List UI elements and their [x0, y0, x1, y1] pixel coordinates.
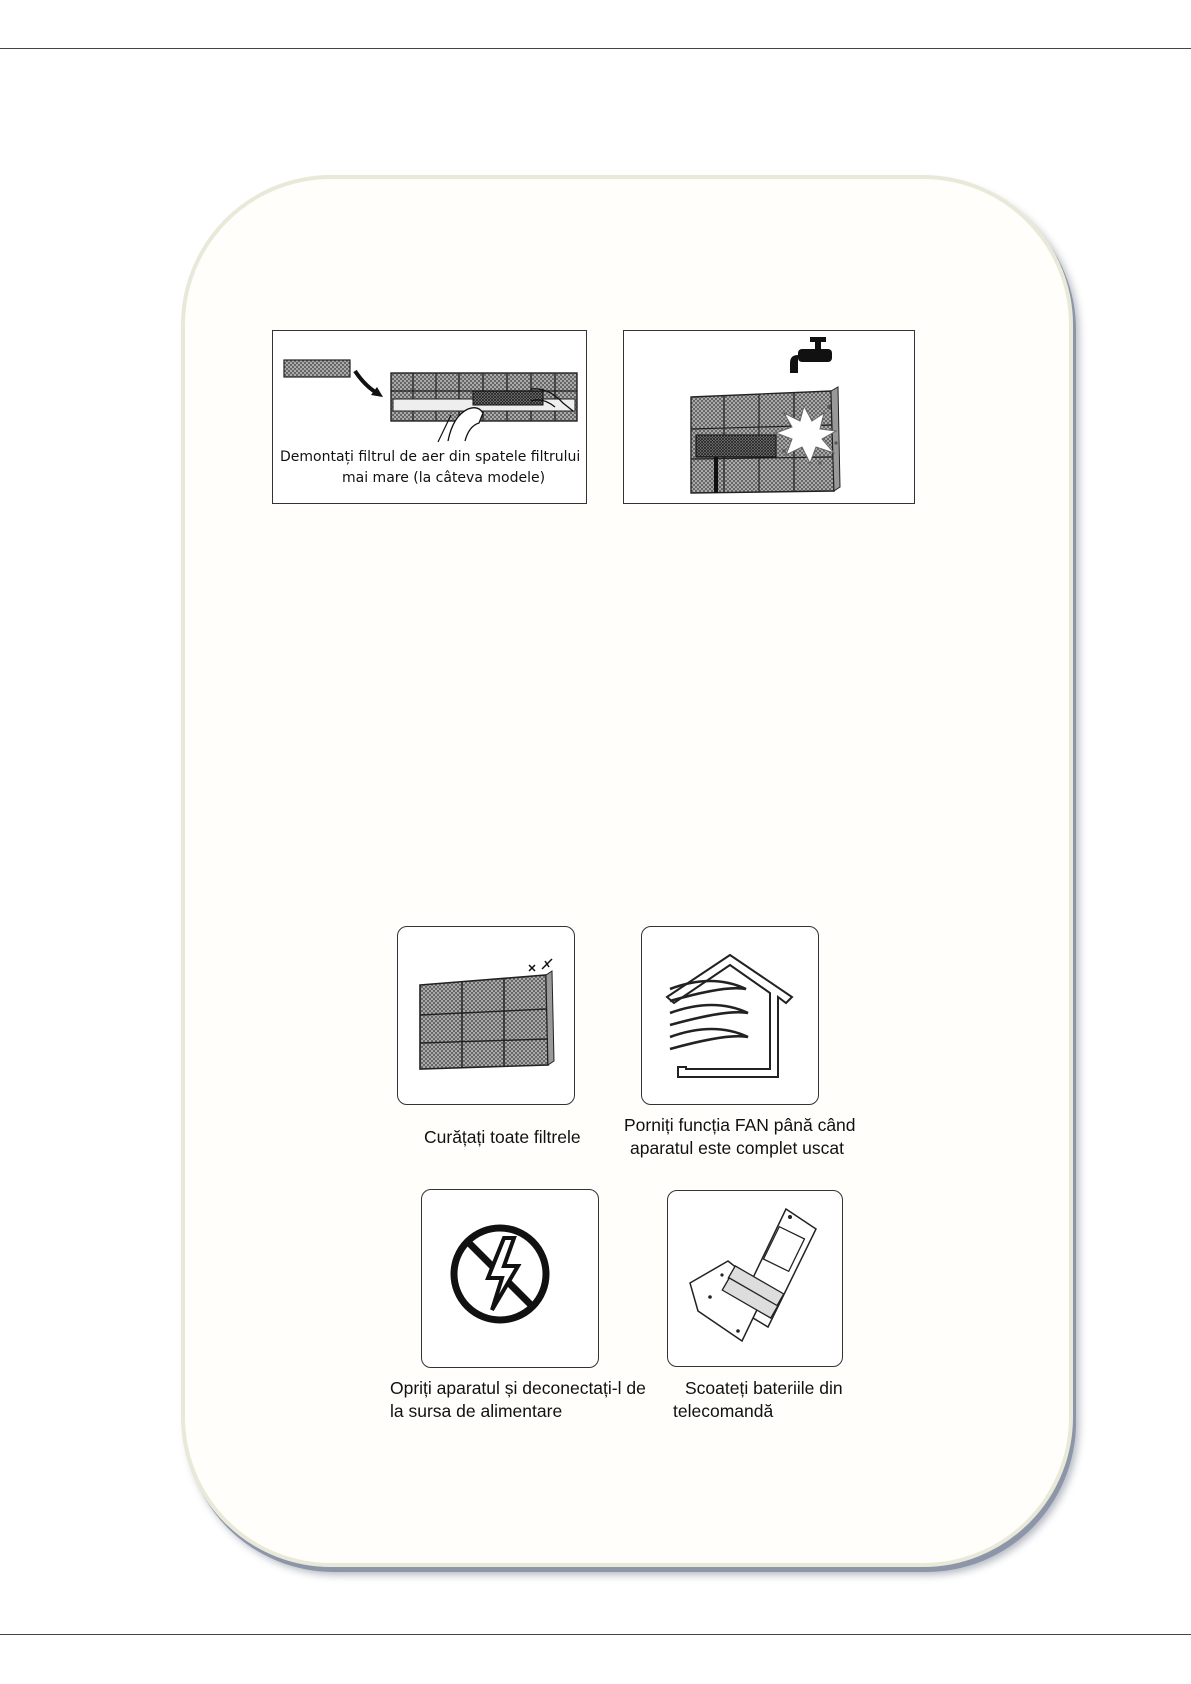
house-fan-icon: [642, 927, 817, 1103]
disconnect-power-caption-line2: la sursa de alimentare: [390, 1401, 563, 1421]
fan-dry-caption-line1: Porniți funcția FAN până când: [624, 1115, 856, 1135]
remove-batteries-box: [667, 1190, 843, 1367]
remove-filter-caption-line2: mai mare (la câteva modele): [342, 470, 546, 486]
fan-dry-caption-line2: aparatul este complet uscat: [630, 1138, 845, 1158]
remote-battery-icon: [668, 1191, 841, 1365]
top-rule: [0, 48, 1191, 49]
disconnect-power-caption-line1: Opriți aparatul și deconectați-l de: [390, 1378, 646, 1398]
fan-dry-box: [641, 926, 819, 1105]
remove-filter-caption-line1: Demontați filtrul de aer din spatele filtrului: [280, 449, 581, 465]
wash-filter-figure: [623, 330, 915, 504]
bottom-rule: [0, 1634, 1191, 1635]
wash-filter-illustration: [624, 331, 913, 502]
clean-filters-box: [397, 926, 575, 1105]
clean-filters-caption: Curățați toate filtrele: [424, 1127, 581, 1147]
remove-filter-figure: [272, 330, 587, 504]
no-power-icon: [422, 1190, 597, 1366]
faucet-icon: [790, 337, 832, 373]
remove-batteries-caption-line1: Scoateți bateriile din: [685, 1378, 843, 1398]
remove-batteries-caption-line2: telecomandă: [673, 1401, 774, 1421]
disconnect-power-box: [421, 1189, 599, 1368]
clean-filter-icon: [398, 927, 573, 1103]
